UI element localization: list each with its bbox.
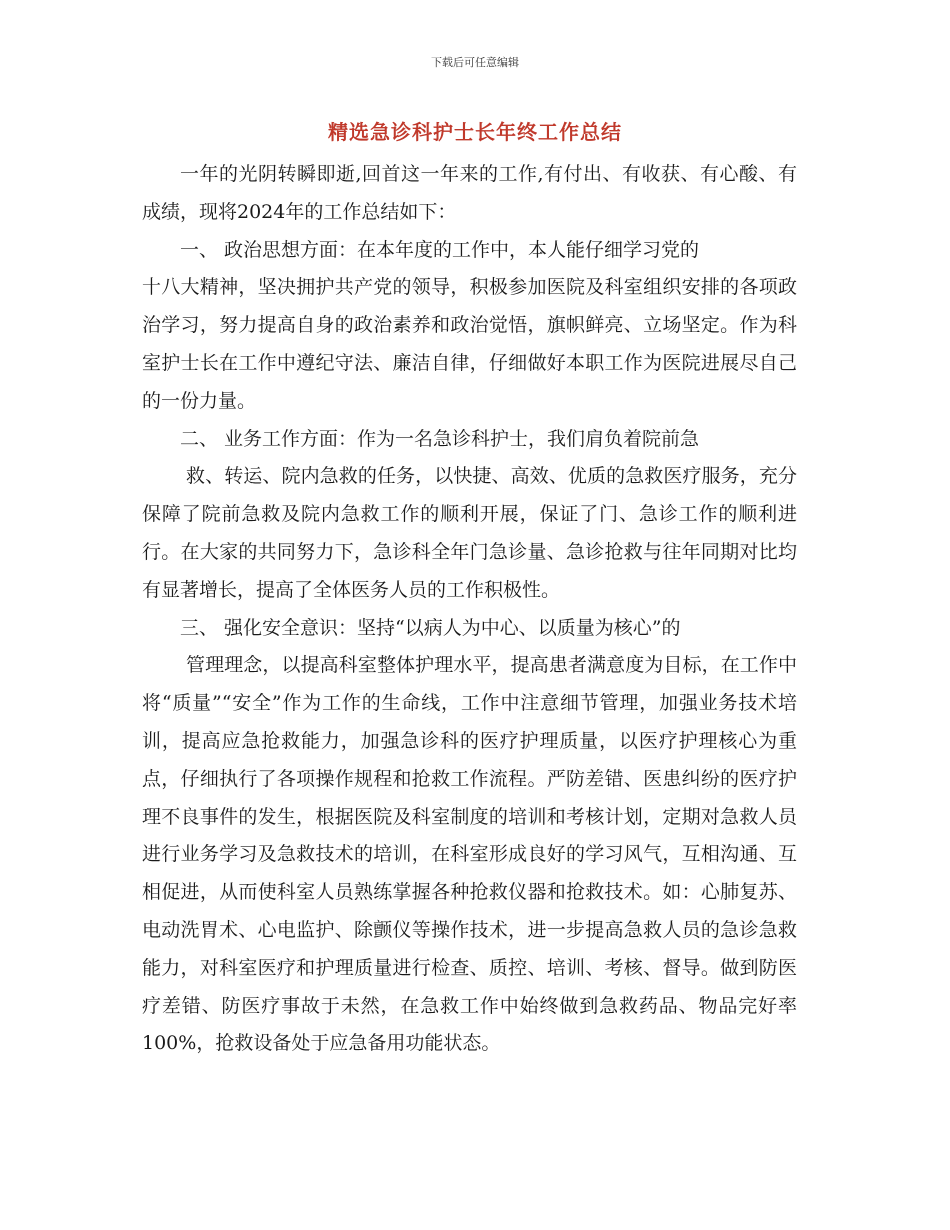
- section-1-heading: 一、 政治思想方面：在本年度的工作中，本人能仔细学习党的: [180, 238, 700, 261]
- document-title: 精选急诊科护士长年终工作总结: [328, 120, 622, 144]
- section-2-heading: 二、 业务工作方面：作为一名急诊科护士，我们肩负着院前急: [180, 427, 700, 450]
- header-note: 下载后可任意编辑: [431, 56, 519, 69]
- intro-paragraph: 一年的光阴转瞬即逝,回首这一年来的工作,有付出、有收获、有心酸、有成绩，现将2024年的工作总结如下：: [142, 163, 797, 223]
- section-3-heading: 三、 强化安全意识：坚持“以病人为中心、以质量为核心”的: [180, 616, 681, 639]
- section-3-body: 管理理念，以提高科室整体护理水平，提高患者满意度为目标，在工作中将“质量”“安全”作为工作的生命线，工作中注意细节管理，加强业务技术培训，提高应急抢救能力，加强急诊科的医疗护理质量，以医疗护理核心为重点，仔细执行了各项操作规程和抢救工作流程。严防差错、医患纠纷的医疗护理不良事件的发生，根据医院及科室制度的培训和考核计划，定期对急救人员进行业务学习及急救技术的培训，在科室形成良好的学习风气，互相沟通、互相促进，从而使科室人员熟练掌握各种抢救仪器和抢救技术。如：心肺复苏、电动洗胃术、心电监护、除颤仪等操作技术，进一步提高急救人员的急诊急救能力，对科室医疗和护理质量进行检查、质控、培训、考核、督导。做到防医疗差错、防医疗事故于未然，在急救工作中始终做到急救药品、物品完好率100%，抢救设备处于应急备用功能状态。: [142, 654, 797, 1055]
- document-body: [142, 156, 797, 1063]
- section-2-body: 救、转运、院内急救的任务，以快捷、高效、优质的急救医疗服务，充分保障了院前急救及院内急救工作的顺利开展，保证了门、急诊工作的顺利进行。在大家的共同努力下，急诊科全年门急诊量、急诊抢救与往年同期对比均有显著增长，提高了全体医务人员的工作积极性。: [142, 465, 797, 601]
- section-1-body: 十八大精神，坚决拥护共产党的领导，积极参加医院及科室组织安排的各项政治学习，努力提高自身的政治素养和政治觉悟，旗帜鲜亮、立场坚定。作为科室护士长在工作中遵纪守法、廉洁自律，仔细做好本职工作为医院进展尽自己的一份力量。: [142, 276, 797, 412]
